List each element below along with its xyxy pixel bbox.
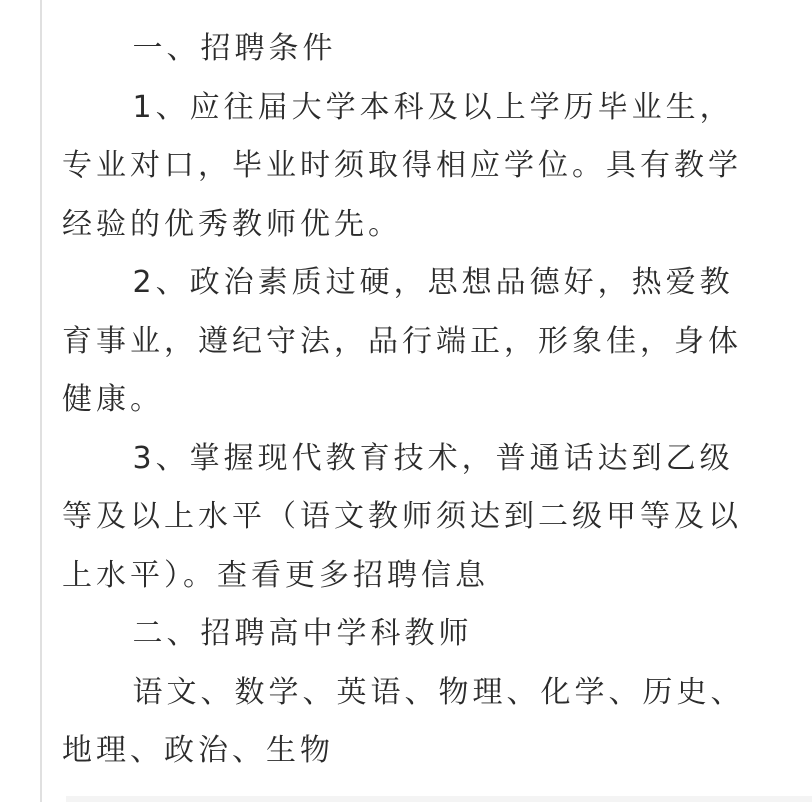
section-heading-recruitment-conditions: 一、招聘条件 [132,31,337,66]
condition-item-1: 1、应往届大学本科及以上学历毕业生，专业对口，毕业时须取得相应学位。具有教学经验的优秀教师优先。 [62,89,742,242]
bottom-divider [66,796,812,802]
left-divider [40,0,42,802]
condition-item-3: 3、掌握现代教育技术，普通话达到乙级等及以上水平（语文教师须达到二级甲等及以上水平）。查看更多招聘信息 [62,440,742,593]
article-body [62,20,762,781]
condition-item-2: 2、政治素质过硬，思想品德好，热爱教育事业，遵纪守法，品行端正，形象佳，身体健康。 [62,265,742,417]
subject-list: 语文、数学、英语、物理、化学、历史、地理、政治、生物 [62,674,745,768]
section-heading-high-school-subjects: 二、招聘高中学科教师 [132,616,473,651]
